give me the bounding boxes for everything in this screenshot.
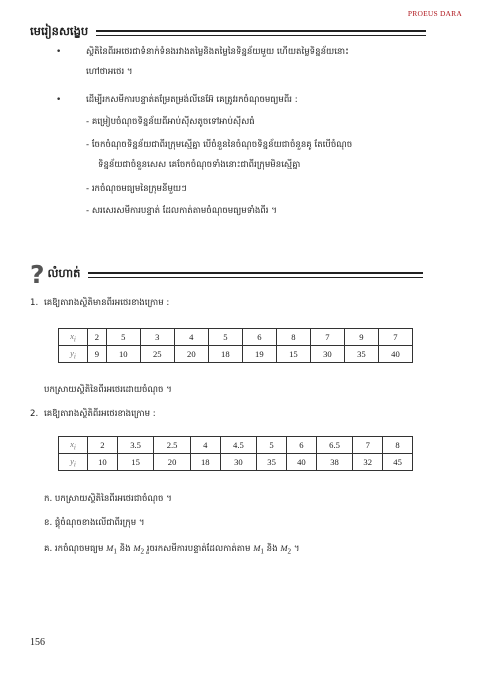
q2-c-mid: រួចរកសមីការបន្ទាត់ដែលកាត់តាម	[146, 544, 251, 554]
y-label: y	[70, 455, 74, 466]
q2-c-and: និង	[119, 544, 131, 554]
table-cell: 15	[117, 454, 154, 471]
header-brand: PROEUS DARA	[407, 9, 462, 18]
table-cell: 2.5	[154, 437, 191, 454]
q2-text: គេឱ្យតារាងស្ថិតិពីរអថេរខាងក្រោម :	[44, 409, 156, 419]
summary-bullet2-lead: ដើម្បីរកសមីការបន្ទាត់តម្រែតម្រង់លីនេអ៊ែ គេត្រូវរកចំណុចមធ្យមពីរ :	[86, 95, 298, 105]
table-cell: 8	[383, 437, 413, 454]
x-header	[59, 437, 88, 454]
x-label-sub: i	[73, 335, 76, 344]
table-cell: 4	[190, 437, 220, 454]
table-cell: 20	[174, 346, 208, 363]
summary-step2-line1: - ចែកចំណុចទិន្នន័យជាពីរក្រុមស្មើគ្នា បើចំនួននៃចំណុចទិន្នន័យជាចំនួនគូ តែបើចំណុច	[86, 140, 353, 150]
table-cell: 30	[220, 454, 257, 471]
table-cell: 4	[174, 329, 208, 346]
table-row	[59, 329, 413, 346]
summary-rule	[96, 30, 426, 36]
summary-step3: - រកចំណុចមធ្យមនៃក្រុមនីមួយៗ	[86, 184, 187, 194]
m2-sub: 2	[287, 547, 292, 556]
summary-step1: - គម្រៀបចំណុចទិន្នន័យពីអាប់ស៊ីសតូចទៅអាប់ស៊ីសធំ	[86, 117, 255, 127]
table-cell: 8	[276, 329, 310, 346]
m1-symbol: M	[253, 543, 261, 553]
q1-text: គេឱ្យតារាងស្ថិតិមានពីរអថេរខាងក្រោម :	[44, 298, 170, 308]
page-number: 156	[30, 637, 45, 648]
summary-step4: - សរសេរសមីការបន្ទាត់ ដែលកាត់តាមចំណុចមធ្យមទាំងពីរ ។	[86, 206, 277, 216]
table-cell: 10	[106, 346, 140, 363]
m1-symbol: M	[106, 543, 114, 553]
table-cell: 9	[88, 346, 107, 363]
table-cell: 18	[208, 346, 242, 363]
table-cell: 15	[276, 346, 310, 363]
table-cell: 38	[316, 454, 353, 471]
table-cell: 5	[208, 329, 242, 346]
summary-step2-line2: ទិន្នន័យជាចំនួនសេស គេចែកចំណុចទាំងនោះជាពីរក្រុមមិនស្មើគ្នា	[98, 160, 301, 170]
question-mark-icon: ?	[30, 260, 45, 289]
table-cell: 5	[257, 437, 287, 454]
table-cell: 32	[353, 454, 383, 471]
table-cell: 19	[242, 346, 276, 363]
table-row	[59, 346, 413, 363]
y-label: y	[70, 347, 74, 358]
table-cell: 35	[257, 454, 287, 471]
table-cell: 5	[106, 329, 140, 346]
table-cell: 3	[140, 329, 174, 346]
q2-part-a: ក. បកស្រាយស្ថិតិនៃពីរអថេរជាចំណុច ។	[44, 494, 172, 504]
bullet-dot: •	[56, 95, 62, 105]
q2-number: 2.	[30, 409, 39, 419]
table-cell: 6	[242, 329, 276, 346]
table-row	[59, 454, 413, 471]
m1-sub: 1	[260, 547, 264, 556]
x-header	[59, 329, 88, 346]
table-cell: 18	[190, 454, 220, 471]
exercise-heading	[30, 262, 423, 287]
table-cell: 6	[286, 437, 316, 454]
table-cell: 40	[286, 454, 316, 471]
q2-c-pre: គ. រកចំណុចមធ្យម	[44, 544, 104, 554]
x-label: x	[70, 438, 74, 449]
q1-data-table	[58, 328, 413, 363]
bullet-dot: •	[56, 47, 62, 57]
table-cell: 7	[310, 329, 344, 346]
table-cell: 7	[353, 437, 383, 454]
table-cell: 4.5	[220, 437, 257, 454]
table-cell: 30	[310, 346, 344, 363]
summary-bullet1-line2: ហៅថាអថេរ ។	[86, 67, 133, 77]
y-header	[59, 346, 88, 363]
m2-sub: 2	[140, 547, 145, 556]
exercise-rule	[88, 272, 423, 278]
table-cell: 40	[378, 346, 412, 363]
table-cell: 7	[378, 329, 412, 346]
summary-title: មេរៀនសង្ខេប	[30, 24, 89, 38]
q2-data-table	[58, 436, 413, 471]
y-header	[59, 454, 88, 471]
table-cell: 10	[88, 454, 118, 471]
q2-part-c	[44, 543, 299, 556]
table-cell: 45	[383, 454, 413, 471]
summary-heading	[30, 24, 426, 41]
table-cell: 2	[88, 329, 107, 346]
summary-bullet1-line1: ស្ថិតិនៃពីរអថេរជាទំនាក់ទំនងរវាងតម្លៃនិងតម្លៃនៃទិន្នន័យមួយ ហើយតម្លៃទិន្នន័យនោះ	[86, 47, 349, 57]
table-cell: 6.5	[316, 437, 353, 454]
q1-after: បកស្រាយស្ថិតិនៃពីរអថេរដោយចំណុច ។	[44, 385, 172, 395]
q2-c-end: ។	[293, 544, 300, 554]
x-label: x	[70, 330, 74, 341]
exercise-title: លំហាត់	[47, 266, 81, 280]
table-cell: 2	[88, 437, 118, 454]
table-row	[59, 437, 413, 454]
q2-part-b: ខ. ផ្គុំចំណុចខាងលើជាពីរក្រុម ។	[44, 518, 145, 528]
table-cell: 3.5	[117, 437, 154, 454]
x-label-sub: i	[73, 443, 76, 452]
table-cell: 20	[154, 454, 191, 471]
table-cell: 35	[344, 346, 378, 363]
q2-c-and: និង	[266, 544, 278, 554]
m2-symbol: M	[133, 543, 141, 553]
q1-number: 1.	[30, 298, 39, 308]
table-cell: 25	[140, 346, 174, 363]
m2-symbol: M	[280, 543, 288, 553]
y-label-sub: i	[73, 352, 76, 361]
m1-sub: 1	[113, 547, 117, 556]
table-cell: 9	[344, 329, 378, 346]
y-label-sub: i	[73, 460, 76, 469]
